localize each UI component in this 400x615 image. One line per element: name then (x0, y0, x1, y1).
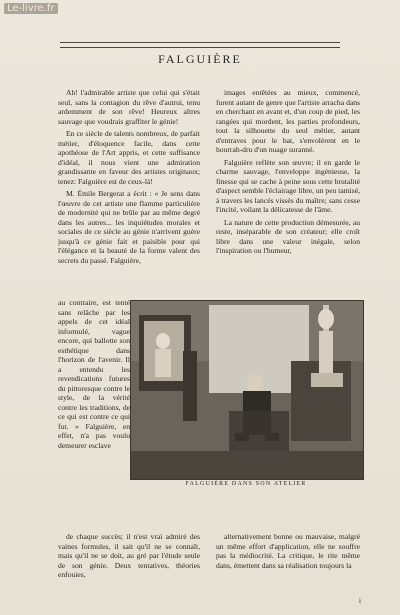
paragraph: Ah! l'admirable artiste que celui qui s'était seul, sans la contagion du rêve d'autrui, tenu ardemment de son rêve! Heureux aîtres sauvage que voudrais graffiter le génie! (58, 88, 200, 126)
paragraph: M. Émile Bergerat a écrit : « Je sens dans l'œuvre de cet artiste une flamme particulière de modernité qui ne brûle par au même degré dans les autres... les inquiétudes morales et sociales de ce siècle au génie n'arrivent guère jusqu'à ce génie fait et paisible pour qui l'élégance et la beauté de la forme valent des secrets du passé. Falguière, (58, 189, 200, 265)
article-column-bottom-left (58, 532, 200, 592)
page-title: FALGUIÈRE (158, 52, 242, 66)
article-column-right (216, 88, 360, 298)
paragraph: Falguière reflète son œuvre; il en garde le charme sauvage, l'enveloppe ingénieuse, la finesse qui se cache à peine sous cette brutalité d'aspect semble l'éclairage libre, un peu tamisé, à travers les lancés vissés du maître; sans cesse l'incité, voilant la délicatesse de l'âme. (216, 157, 360, 214)
paragraph: alternativement bonne ou mauvaise, malgré un même effort d'application, elle ne souffre pas la médiocrité. La critique, le rite même dans, émettent dans sa réalisation toujours la (216, 532, 360, 570)
article-column-bottom-right (216, 532, 360, 592)
studio-photograph-image (131, 301, 363, 479)
paragraph: La nature de cette production démesurée, au reste, inséparable de son créateur; elle croît libre dans une valeur inégale, selon l'inspiration ou l'humeur, (216, 217, 360, 255)
paragraph: images entêtées au mieux, commencé, furent autant de genre que l'artiste arracha dans en cherchant en avant et, d'un coup de pied, les rangées qui mordent, les parties profondeurs, tout la silhouette du seul métier, autant d'entraves pour le bat, s'envolèrent en le hourrah-dru d'un nuage suranné. (216, 88, 360, 154)
paragraph: au contraire, est tenté sans relâche par les appels de cet idéal informulé, vague encore, qui ballotte son esthétique dans l'horizon de l'avenir. Il a entendu les revendications futures du pittoresque contre le style, de la vérité contre les traditions, de ce qui est contre ce qui fut. » Falguière, en effet, n'a pas voulu demeurer esclave (58, 298, 130, 450)
paragraph: En ce siècle de talents nombreux, de parfait métier, d'éloquence facile, dans cette apothéose de l'Art appris, et cette suffisance d'idéal, il nous vient une admiration grandissante en faveur des artistes originaux; tenez: Falguière est de ceux-là! (58, 129, 200, 186)
article-column-left-wrap (58, 298, 130, 548)
header-rule (60, 42, 340, 48)
studio-photograph (130, 300, 364, 480)
paragraph: de chaque succès; il n'est vrai admiré des vaines formules, il sait qu'il ne se connaît, mais qu'il ne se doit, au gré par l'étude seule de son génie. Deux tentatives, théories enfouies, (58, 532, 200, 579)
figure-caption: FALGUIÈRE DANS SON ATELIER (185, 481, 307, 487)
article-column-left (58, 88, 200, 298)
site-watermark: Le-livre.fr (4, 3, 58, 14)
page-footer-mark: i (359, 597, 362, 605)
